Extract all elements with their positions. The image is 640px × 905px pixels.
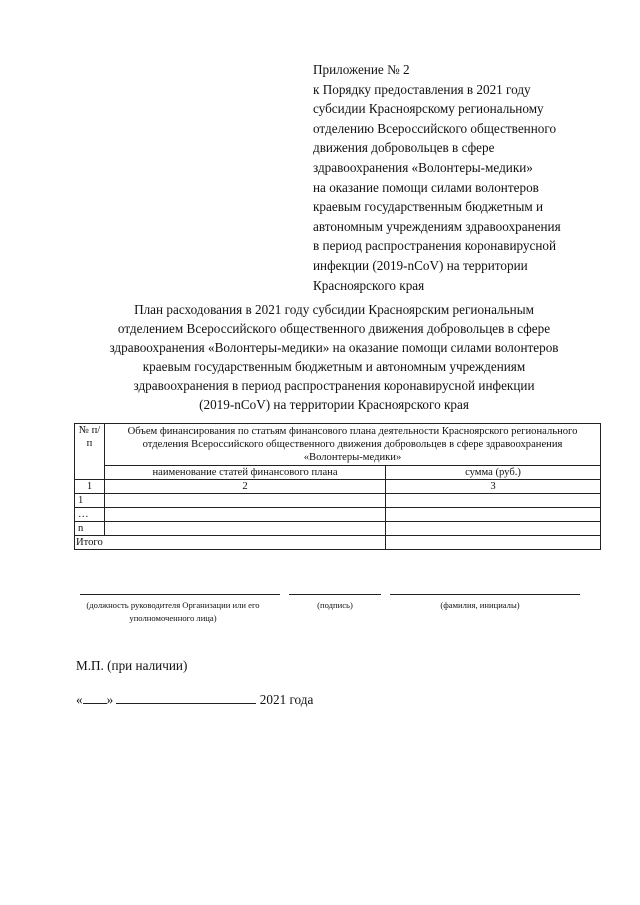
table-row [75,508,601,522]
appendix-line: краевым государственным бюджетным и [313,199,544,215]
row-num: n [75,522,105,536]
col-sum-header: сумма (руб.) [386,466,601,480]
col-name-header: наименование статей финансового плана [105,466,386,480]
row-sum [386,494,601,508]
row-num: … [75,508,105,522]
appendix-line: автономным учреждениям здравоохранения [313,218,561,234]
title-line: здравоохранения в период распространения коронавирусной инфекции [133,378,535,393]
row-num: 1 [75,494,105,508]
main-header: Объем финансирования по статьям финансового плана деятельности Красноярского регионального отделения Всероссийского общественного движения добровольцев в сфере здравоохранения «Волонтеры-медики» [105,424,601,466]
appendix-line: движения добровольцев в сфере [313,140,495,156]
title-line: краевым государственным бюджетным и автономным учреждениям [142,359,526,374]
appendix-line: субсидии Красноярскому региональному [313,101,544,117]
table-row [75,522,601,536]
date-open-quote: « [76,692,83,707]
row-sum [386,522,601,536]
title-line: (2019-nCoV) на территории Красноярского края [199,397,469,412]
row-name [105,508,386,522]
signature-caption: (подпись) [317,600,353,610]
appendix-line: в период распространения коронавирусной [313,238,557,254]
title-line: здравоохранения «Волонтеры-медики» на оказание помощи силами волонтеров [109,340,559,355]
expense-plan-table [74,423,601,550]
month-blank [116,703,256,704]
col-num-header: № п/п [75,424,105,480]
total-label: Итого [75,536,386,550]
table-row [75,494,601,508]
position-caption: (должность руководителя Организации или его уполномоченного лица) [86,600,260,623]
appendix-line: Приложение № 2 [313,62,410,77]
row-name [105,522,386,536]
appendix-line: инфекции (2019-nCoV) на территории [313,257,528,273]
appendix-line: отделению Всероссийского общественного [313,120,557,136]
numbering-row [75,480,601,494]
appendix-heading [313,60,613,295]
numbering-cell: 1 [75,480,105,494]
date-close-quote: » [106,692,114,707]
name-line [390,594,580,595]
appendix-line: здравоохранения «Волонтеры-медики» [313,159,533,175]
row-sum [386,508,601,522]
name-caption: (фамилия, инициалы) [440,600,520,610]
table-header-row [75,424,601,466]
total-row [75,536,601,550]
day-blank [83,703,107,704]
plan-title [64,300,604,414]
appendix-line: к Порядку предоставления в 2021 году [313,81,531,97]
date-line [76,692,313,708]
title-line: отделением Всероссийского общественного движения добровольцев в сфере [117,321,551,336]
date-year: 2021 года [259,692,314,707]
appendix-line: Красноярского края [313,277,425,293]
appendix-line: на оказание помощи силами волонтеров [313,179,539,195]
numbering-cell: 3 [386,480,601,494]
title-line: План расходования в 2021 году субсидии Красноярским региональным [134,302,534,317]
signature-lines [0,594,640,595]
stamp-placeholder: М.П. (при наличии) [76,658,188,673]
row-name [105,494,386,508]
numbering-cell: 2 [105,480,386,494]
signature-line [289,594,381,595]
table-subheader-row [75,466,601,480]
total-sum [386,536,601,550]
position-line [80,594,280,595]
